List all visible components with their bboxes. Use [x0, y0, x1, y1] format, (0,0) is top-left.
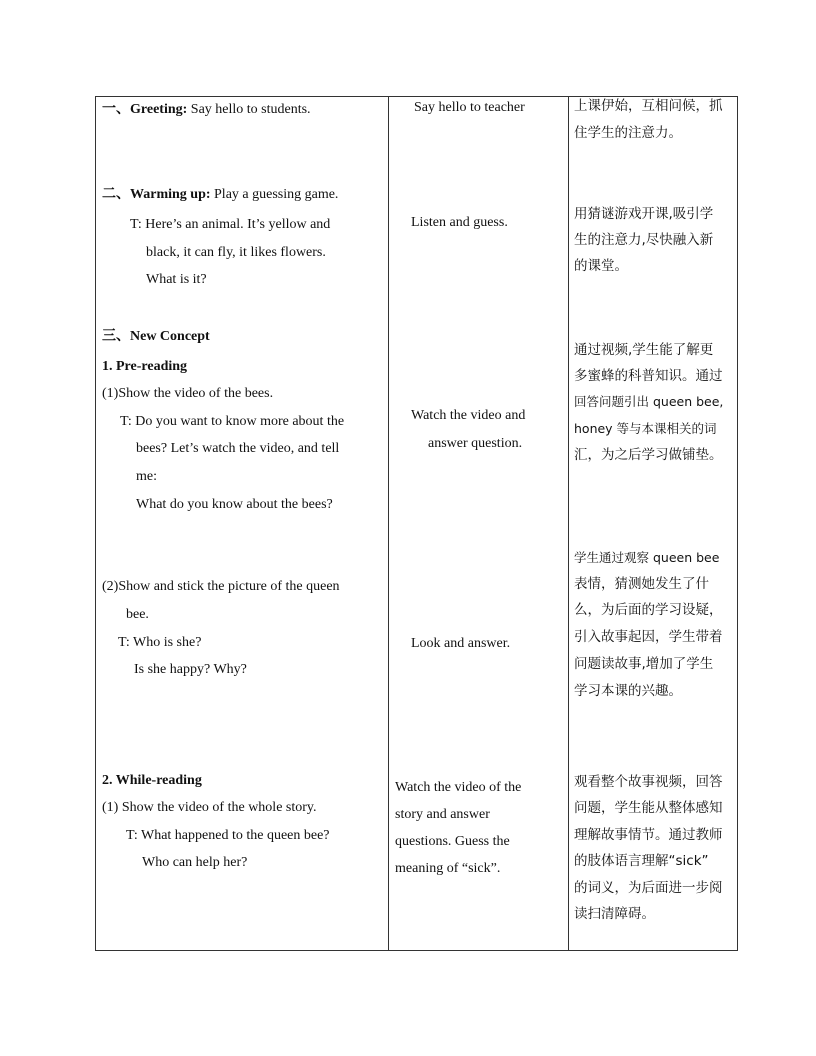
student-activity-text: story and answer [395, 807, 490, 822]
student-activity-text: Say hello to teacher [414, 100, 525, 115]
activity-text: (1) Show the video of the whole story. [102, 800, 317, 815]
activity-text: T: Who is she? [118, 635, 202, 650]
design-intent-text: 住学生的注意力。 [574, 125, 682, 141]
section-heading: 二、Warming up: [102, 187, 211, 202]
activity-text: (1)Show the video of the bees. [102, 386, 274, 401]
design-intent-text: 的课堂。 [574, 258, 628, 274]
design-intent-text: honey 等与本课相关的词 [574, 421, 717, 436]
lesson-plan-table [95, 96, 738, 951]
design-intent-text: 问题读故事,增加了学生 [574, 656, 714, 672]
design-intent-text: 读扫清障碍。 [574, 906, 655, 922]
activity-text: What do you know about the bees? [136, 497, 333, 512]
design-intent-text: 回答问题引出 queen bee, [574, 394, 724, 409]
design-intent-text: 汇，为之后学习做铺垫。 [574, 447, 723, 463]
activity-text: T: Do you want to know more about the [120, 414, 345, 429]
activity-text: me: [136, 469, 157, 484]
column-divider [388, 97, 389, 950]
student-activity-text: meaning of “sick”. [395, 861, 501, 876]
design-intent-text: 上课伊始，互相问候，抓 [574, 98, 723, 114]
section-heading: 三、New Concept [102, 329, 210, 344]
design-intent-text: 的词义，为后面进一步阅 [574, 880, 723, 896]
activity-text: bees? Let’s watch the video, and tell [136, 441, 340, 456]
design-intent-text: 理解故事情节。通过教师 [574, 827, 723, 843]
activity-text: What is it? [146, 272, 207, 287]
activity-text: bee. [126, 607, 149, 622]
activity-text: (2)Show and stick the picture of the queen [102, 579, 340, 594]
design-intent-text: 用猜谜游戏开课,吸引学 [574, 206, 714, 222]
subsection-heading: 2. While-reading [102, 773, 202, 788]
student-activity-text: Watch the video and [411, 408, 526, 423]
design-intent-text: 观看整个故事视频，回答 [574, 774, 723, 790]
design-intent-text: 么，为后面的学习设疑， [574, 602, 723, 618]
student-activity-text: answer question. [428, 436, 523, 451]
design-intent-text: 学生通过观察 queen bee [574, 550, 720, 565]
design-intent-text: 问题，学生能从整体感知 [574, 800, 723, 816]
warming-line [102, 186, 338, 204]
design-intent-text: 生的注意力,尽快融入新 [574, 232, 714, 248]
subsection-heading: 1. Pre-reading [102, 359, 188, 374]
activity-text: Who can help her? [142, 855, 248, 870]
activity-text: T: Here’s an animal. It’s yellow and [130, 217, 331, 232]
activity-text: Play a guessing game. [214, 187, 339, 202]
student-activity-text: Look and answer. [411, 636, 511, 651]
design-intent-text: 的肢体语言理解“sick” [574, 853, 709, 869]
design-intent-text: 通过视频,学生能了解更 [574, 342, 714, 358]
design-intent-text: 引入故事起因，学生带着 [574, 629, 723, 645]
student-activity-text: Listen and guess. [411, 215, 508, 230]
section-heading: 一、Greeting: [102, 102, 188, 117]
column-divider [568, 97, 569, 950]
design-intent-text: 多蜜蜂的科普知识。通过 [574, 368, 723, 384]
student-activity-text: Watch the video of the [395, 780, 522, 795]
design-intent-text: 表情，猜测她发生了什 [574, 576, 709, 592]
activity-text: Is she happy? Why? [134, 662, 247, 677]
activity-text: black, it can fly, it likes flowers. [146, 245, 326, 260]
greeting-line [102, 101, 311, 119]
design-intent-text: 学习本课的兴趣。 [574, 683, 682, 699]
activity-text: Say hello to students. [190, 102, 311, 117]
student-activity-text: questions. Guess the [395, 834, 510, 849]
activity-text: T: What happened to the queen bee? [126, 828, 330, 843]
